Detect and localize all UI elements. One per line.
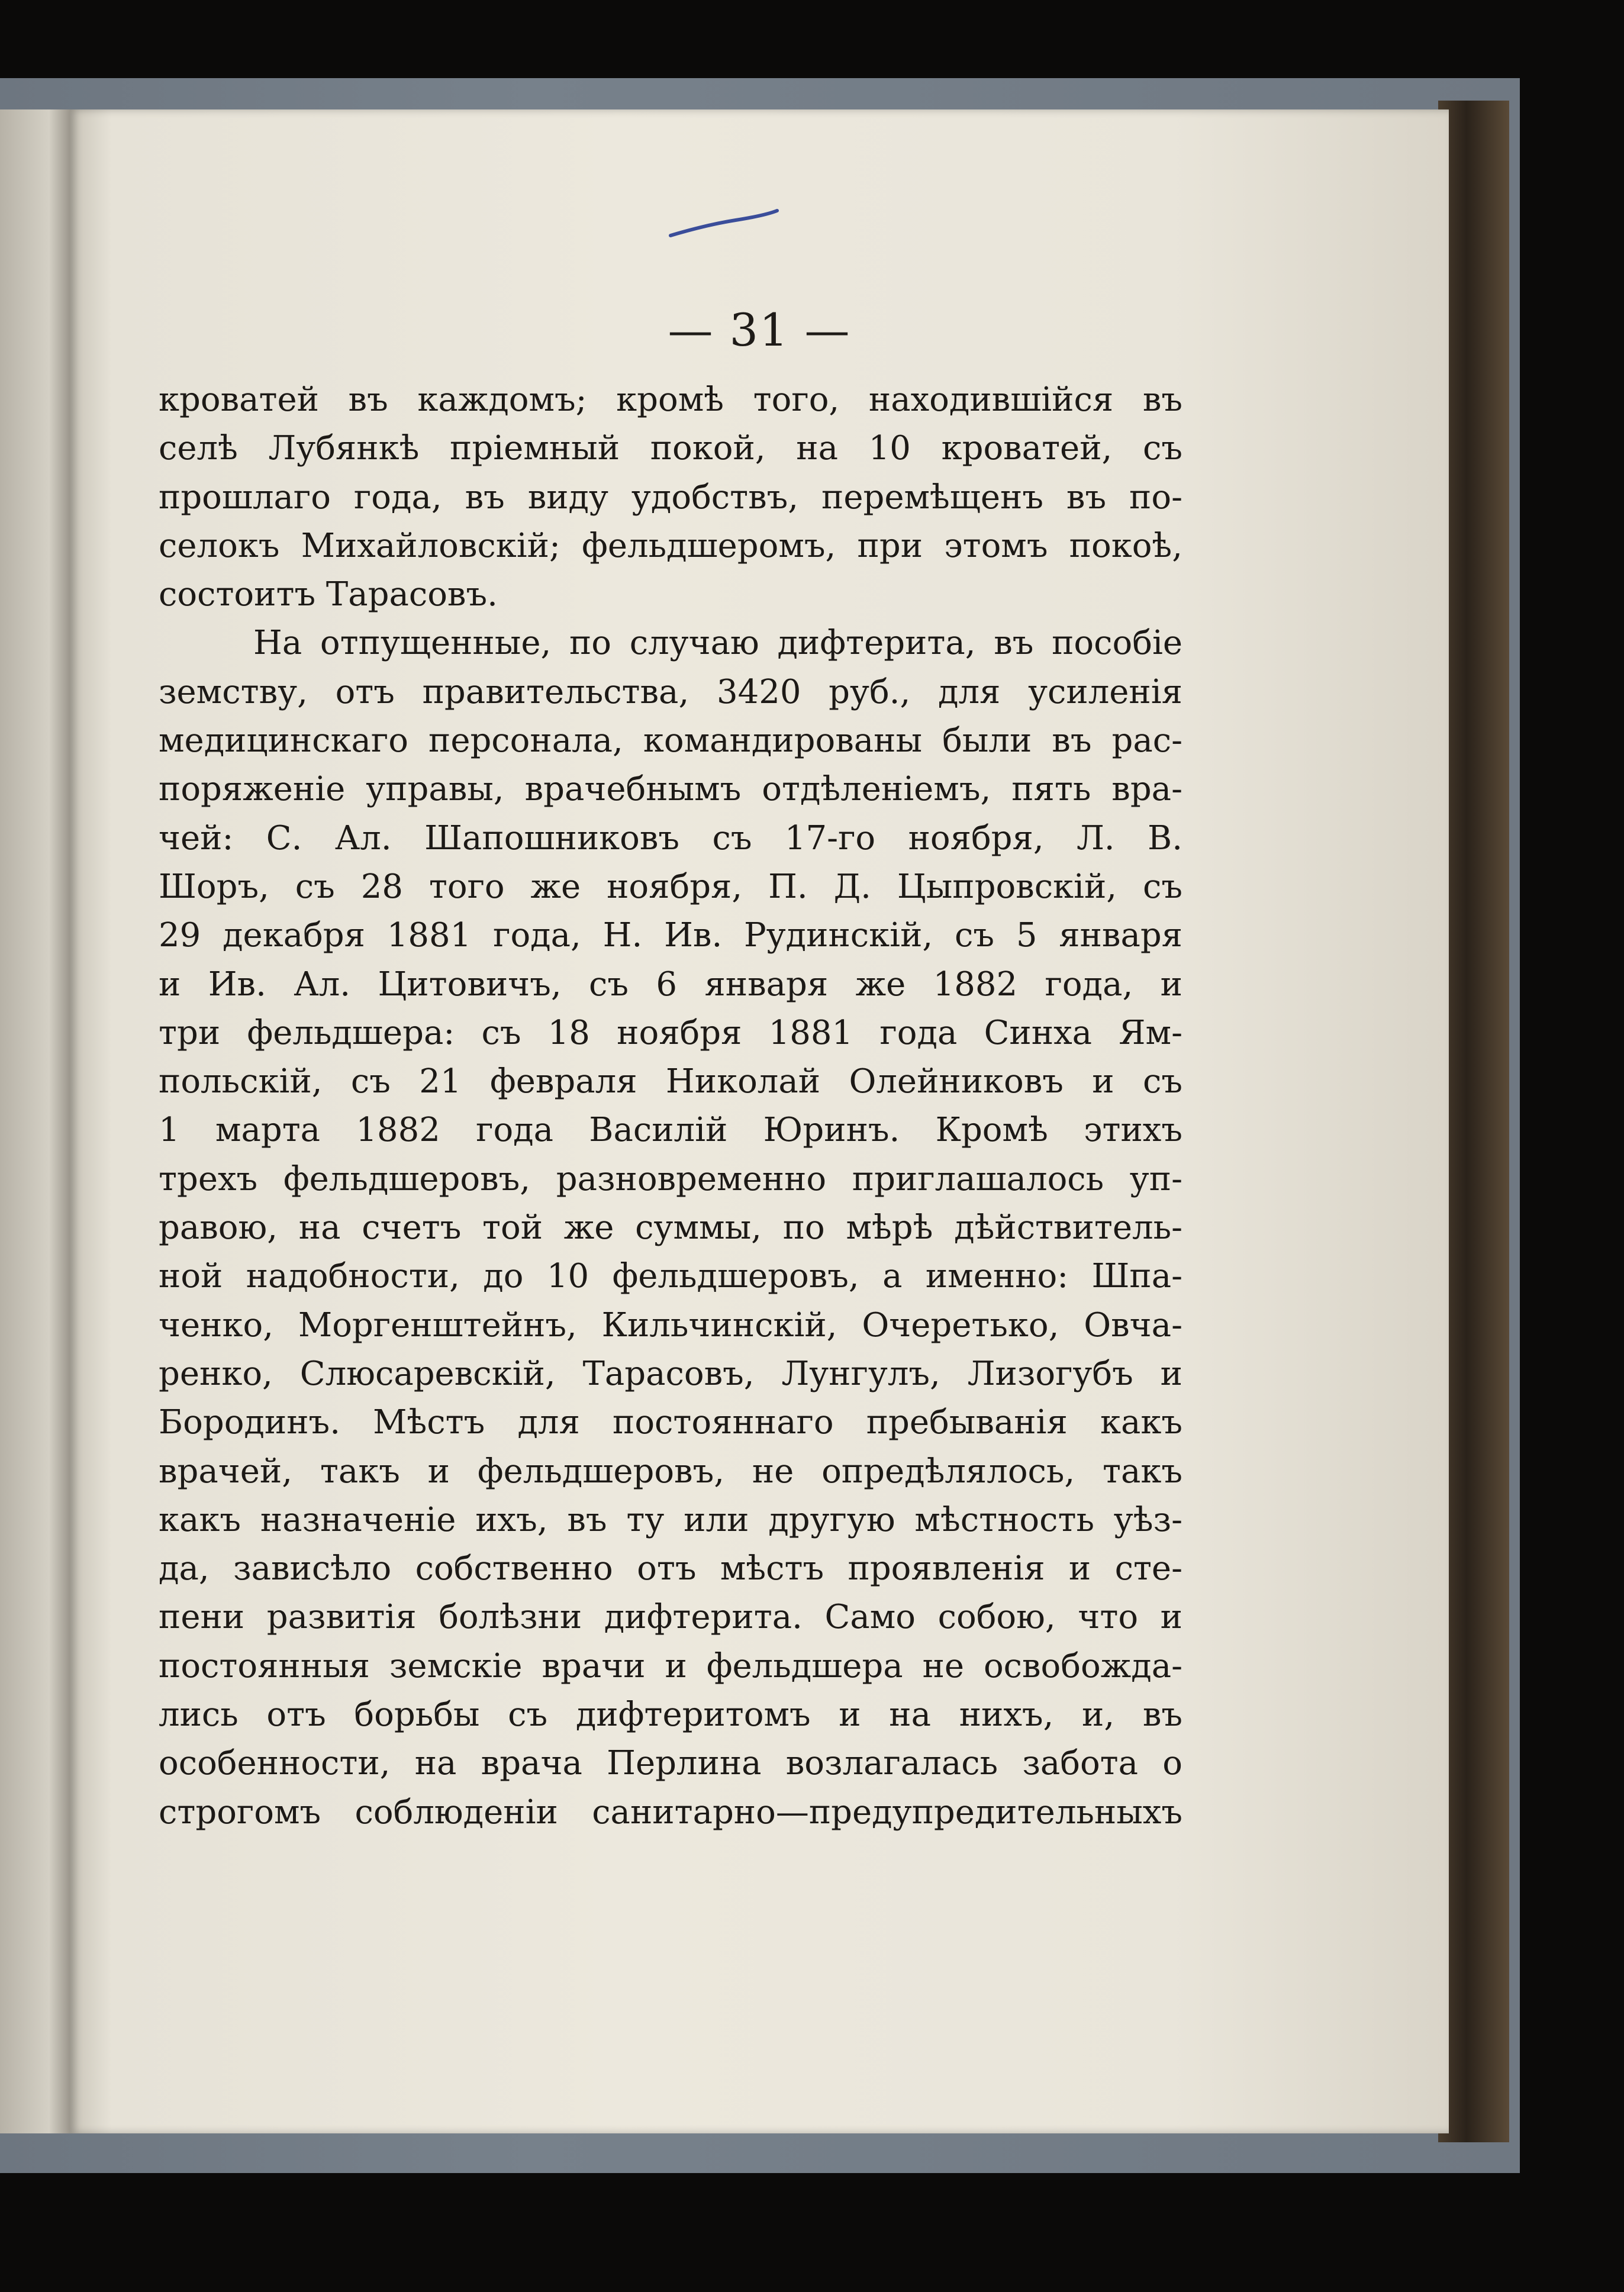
text-line: На отпущенные, по случаю дифтерита, въ пособіе bbox=[253, 624, 1182, 663]
text-line: 1 марта 1882 года Василій Юринъ. Кромѣ этихъ bbox=[159, 1111, 1182, 1150]
text-line: какъ назначеніе ихъ, въ ту или другую мѣстность уѣз- bbox=[159, 1500, 1182, 1539]
text-line: Бородинъ. Мѣстъ для постояннаго пребыванія какъ bbox=[159, 1403, 1182, 1442]
text-line: врачей, такъ и фельдшеровъ, не опредѣлялось, такъ bbox=[159, 1452, 1182, 1491]
text-line: селѣ Лубянкѣ пріемный покой, на 10 кроватей, съ bbox=[159, 429, 1182, 468]
text-line: состоитъ Тарасовъ. bbox=[159, 575, 498, 614]
text-line: поряженіе управы, врачебнымъ отдѣленіемъ, пять вра- bbox=[159, 770, 1182, 809]
body-text bbox=[159, 376, 1182, 1837]
text-line: ной надобности, до 10 фельдшеровъ, а именно: Шпа- bbox=[159, 1257, 1182, 1296]
text-line: да, зависѣло собственно отъ мѣстъ проявленія и сте- bbox=[159, 1549, 1182, 1588]
text-line: Шоръ, съ 28 того же ноября, П. Д. Цыпровскій, съ bbox=[159, 867, 1182, 906]
text-line: селокъ Михайловскій; фельдшеромъ, при этомъ покоѣ, bbox=[159, 526, 1182, 565]
text-line: особенности, на врача Перлина возлагалась забота о bbox=[159, 1744, 1182, 1783]
text-line: лись отъ борьбы съ дифтеритомъ и на нихъ, и, въ bbox=[159, 1695, 1182, 1735]
text-line: равою, на счетъ той же суммы, по мѣрѣ дѣйствитель- bbox=[159, 1208, 1182, 1247]
text-line: три фельдшера: съ 18 ноября 1881 года Синха Ям- bbox=[159, 1013, 1182, 1052]
book-page bbox=[70, 109, 1449, 2133]
text-line: строгомъ соблюденіи санитарно—предупредительныхъ bbox=[159, 1793, 1182, 1832]
text-line: пени развитія болѣзни дифтерита. Само собою, что и bbox=[159, 1598, 1182, 1637]
text-line: кроватей въ каждомъ; кромѣ того, находившійся въ bbox=[159, 381, 1182, 419]
previous-page-edge bbox=[0, 109, 70, 2133]
text-line: прошлаго года, въ виду удобствъ, перемѣщенъ въ по- bbox=[159, 478, 1182, 517]
text-line: польскій, съ 21 февраля Николай Олейниковъ и съ bbox=[159, 1062, 1182, 1101]
text-line: постоянныя земскіе врачи и фельдшера не освобожда- bbox=[159, 1646, 1182, 1685]
text-line: ченко, Моргенштейнъ, Кильчинскій, Очеретько, Овча- bbox=[159, 1305, 1182, 1345]
book-spine-edge bbox=[1438, 101, 1509, 2142]
text-line: трехъ фельдшеровъ, разновременно приглашалось уп- bbox=[159, 1159, 1182, 1198]
page-number: — 31 — bbox=[668, 304, 851, 356]
text-line: 29 декабря 1881 года, Н. Ив. Рудинскій, съ 5 января bbox=[159, 916, 1182, 955]
text-line: чей: С. Ал. Шапошниковъ съ 17-го ноября, Л. В. bbox=[159, 818, 1182, 858]
text-line: ренко, Слюсаревскій, Тарасовъ, Лунгулъ, Лизогубъ и bbox=[159, 1354, 1182, 1393]
text-line: медицинскаго персонала, командированы были въ рас- bbox=[159, 721, 1182, 760]
pencil-mark-icon bbox=[665, 207, 783, 243]
text-line: земству, отъ правительства, 3420 руб., для усиленія bbox=[159, 672, 1182, 711]
text-line: и Ив. Ал. Цитовичъ, съ 6 января же 1882 года, и bbox=[159, 965, 1182, 1004]
